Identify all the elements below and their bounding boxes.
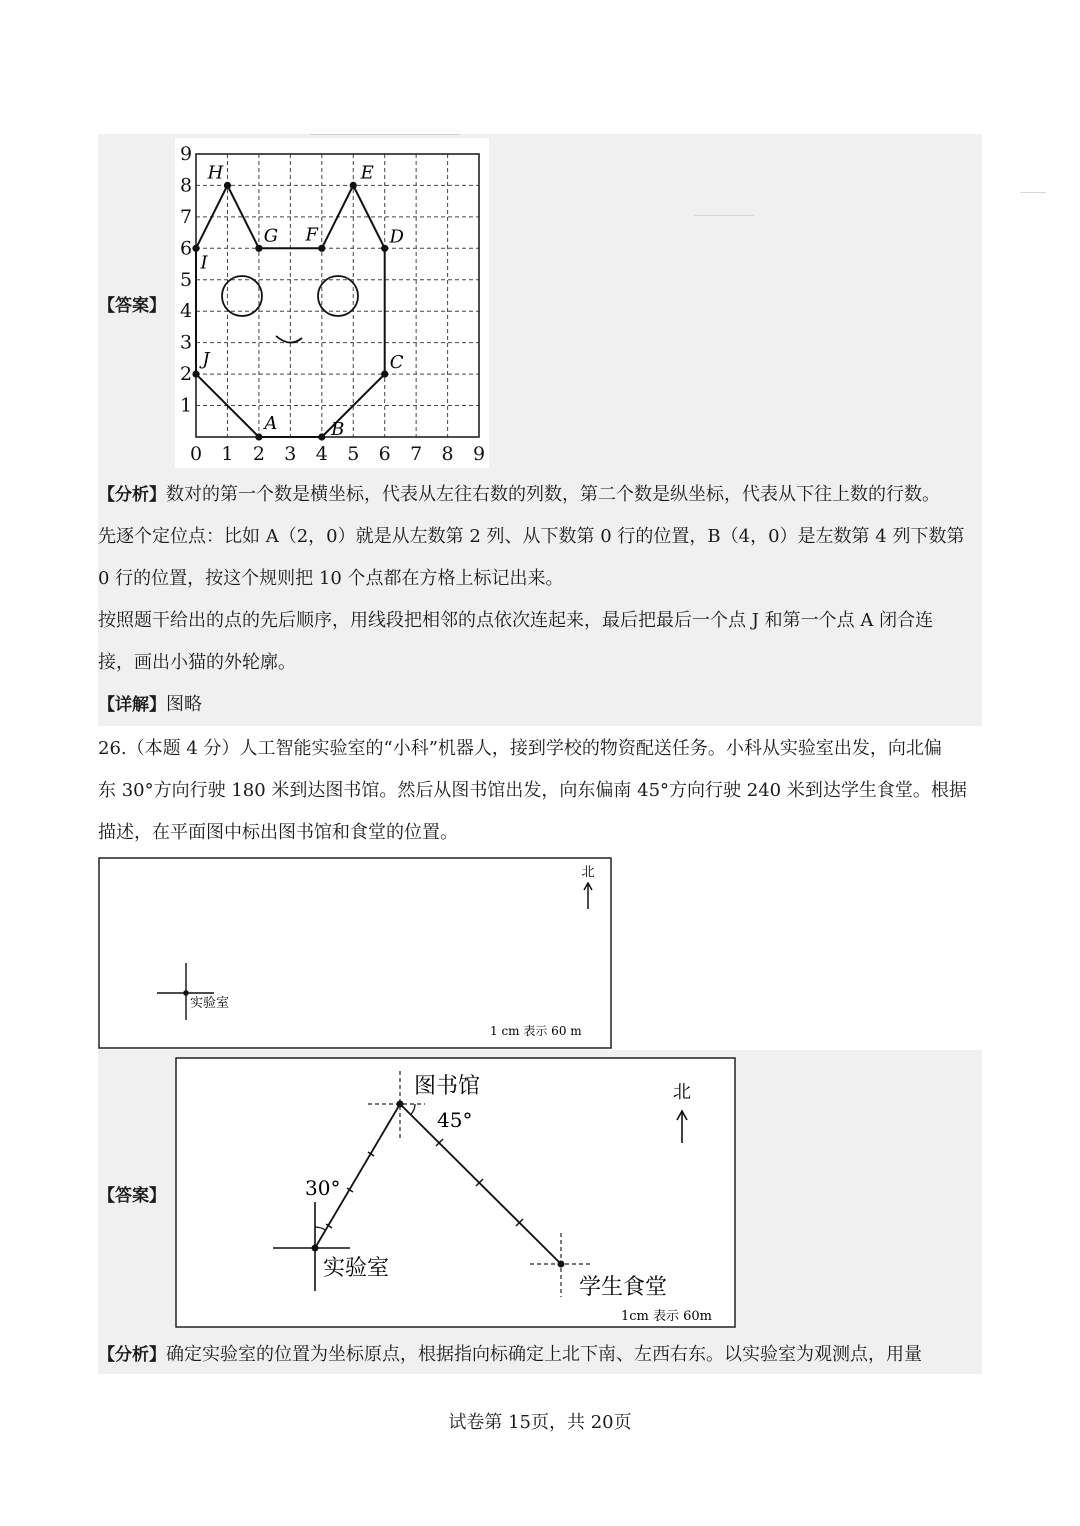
analysis-1-line-2: 先逐个定位点：比如 A（2，0）就是从左数第 2 列、从下数第 0 行的位置，B（4，0）是左数第 4 列下数第 <box>98 526 965 547</box>
detail-1-line <box>98 692 982 718</box>
x-tick-label: 2 <box>252 443 265 465</box>
library-label: 图书馆 <box>414 1074 481 1099</box>
analysis-1-line-5: 接，画出小猫的外轮廓。 <box>98 652 296 673</box>
library-point <box>397 1101 404 1108</box>
question-map-border <box>99 858 611 1048</box>
point-j <box>192 371 199 378</box>
analysis-2-line-1 <box>98 1342 982 1368</box>
point-label-d: D <box>389 226 404 248</box>
x-tick-label: 6 <box>378 443 391 465</box>
question-26-line-2: 东 30°方向行驶 180 米到达图书馆。然后从图书馆出发，向东偏南 45°方向行驶 240 米到达学生食堂。根据 <box>98 780 967 801</box>
canteen-point <box>558 1261 565 1268</box>
detail-1-text: 图略 <box>166 694 202 715</box>
point-c <box>381 371 388 378</box>
canteen-label: 学生食堂 <box>579 1275 668 1300</box>
y-tick-label: 8 <box>179 174 193 197</box>
angle-30-label: 30° <box>305 1176 341 1200</box>
point-b <box>318 433 325 440</box>
point-h <box>224 182 231 189</box>
point-label-a: A <box>264 413 278 434</box>
analysis-label: 【分析】 <box>98 485 166 505</box>
scan-mark <box>694 215 754 216</box>
y-tick-label: 7 <box>179 205 193 228</box>
x-tick-label: 4 <box>315 443 328 465</box>
y-tick-label: 3 <box>179 331 193 354</box>
x-tick-label: 3 <box>284 443 297 465</box>
point-label-h: H <box>207 162 224 184</box>
point-label-f: F <box>305 224 319 246</box>
question-map-scale: 1 cm 表示 60 m <box>490 1024 582 1038</box>
question-map-north-label: 北 <box>581 865 595 880</box>
x-tick-label: 0 <box>189 443 203 465</box>
point-label-j: J <box>202 349 210 371</box>
x-tick-label: 7 <box>410 443 423 465</box>
analysis-label-2: 【分析】 <box>98 1345 166 1365</box>
point-label-c: C <box>389 352 404 374</box>
question-26-line-1: 26.（本题 4 分）人工智能实验室的“小科”机器人，接到学校的物资配送任务。小科从实验室出发，向北偏 <box>98 738 942 759</box>
x-tick-label: 8 <box>441 443 454 465</box>
point-label-e: E <box>360 162 374 184</box>
x-tick-label: 9 <box>473 443 486 465</box>
lab-label: 实验室 <box>323 1256 390 1281</box>
angle-45-label: 45° <box>437 1108 473 1132</box>
page-footer: 试卷第 15页，共 20页 <box>448 1412 632 1433</box>
point-label-g: G <box>263 225 279 247</box>
question-map-lab-point <box>183 990 189 996</box>
point-label-b: B <box>331 419 345 440</box>
detail-label: 【详解】 <box>98 695 166 715</box>
analysis-1-line-1 <box>98 482 982 508</box>
question-map <box>98 857 612 1049</box>
cat-grid-figure <box>172 138 492 468</box>
x-tick-label: 5 <box>347 443 360 465</box>
y-tick-label: 9 <box>179 142 193 165</box>
analysis-1-line-3: 0 行的位置，按这个规则把 10 个点都在方格上标记出来。 <box>98 568 564 589</box>
answer-map-scale: 1cm 表示 60m <box>621 1309 713 1324</box>
point-e <box>350 182 357 189</box>
y-tick-label: 1 <box>179 394 193 417</box>
answer-map-north-label: 北 <box>673 1082 691 1103</box>
answer-map <box>175 1057 736 1328</box>
answer-label-2: 【答案】 <box>98 1186 166 1206</box>
point-g <box>255 245 262 252</box>
analysis-2-text: 确定实验室的位置为坐标原点，根据指向标确定上北下南、左西右东。以实验室为观测点，用量 <box>166 1344 922 1365</box>
question-26-line-3: 描述，在平面图中标出图书馆和食堂的位置。 <box>98 822 458 843</box>
scan-mark <box>1020 192 1046 193</box>
y-tick-label: 5 <box>179 268 193 291</box>
point-d <box>381 245 388 252</box>
answer-label: 【答案】 <box>98 296 166 316</box>
question-map-lab-label: 实验室 <box>190 996 230 1011</box>
point-i <box>192 245 199 252</box>
point-a <box>255 433 262 440</box>
y-tick-label: 6 <box>179 237 193 260</box>
analysis-1-line-4: 按照题干给出的点的先后顺序，用线段把相邻的点依次连起来，最后把最后一个点 J 和第一个点 A 闭合连 <box>98 610 934 631</box>
scan-mark <box>310 134 460 135</box>
y-tick-label: 4 <box>179 300 193 323</box>
x-tick-label: 1 <box>221 443 234 465</box>
y-tick-label: 2 <box>179 363 193 386</box>
point-label-i: I <box>200 252 208 274</box>
analysis-1-text: 数对的第一个数是横坐标，代表从左往右数的列数，第二个数是纵坐标，代表从下往上数的行数。 <box>166 484 940 505</box>
point-f <box>318 245 325 252</box>
lab-point <box>312 1245 319 1252</box>
